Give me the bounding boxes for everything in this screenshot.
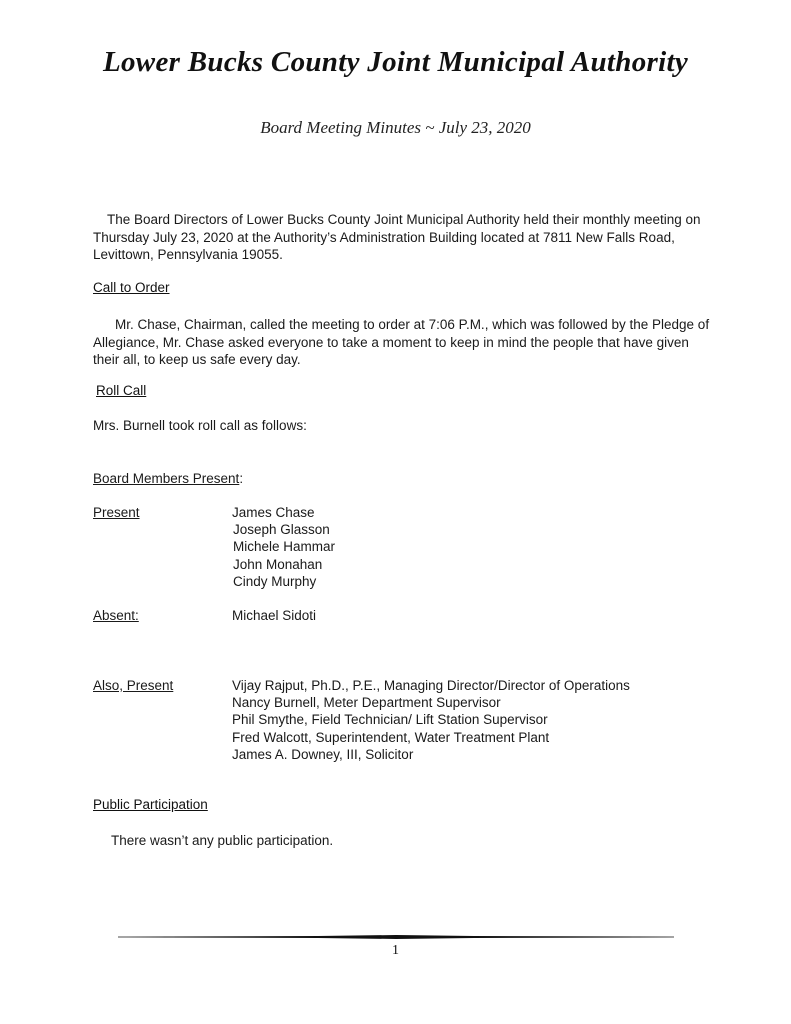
board-members-label: Board Members Present: [93, 471, 240, 486]
roll-call-heading: Roll Call: [96, 383, 147, 398]
list-item: Nancy Burnell, Meter Department Supervisor: [232, 695, 501, 711]
list-item: Joseph Glasson: [233, 522, 330, 538]
public-participation-text: There wasn’t any public participation.: [111, 833, 334, 848]
also-present-list: [232, 677, 630, 763]
present-list: [232, 504, 335, 590]
list-item: James Chase: [232, 505, 315, 520]
list-item: Vijay Rajput, Ph.D., P.E., Managing Director/Director of Operations: [232, 678, 630, 693]
intro-paragraph: The Board Directors of Lower Bucks County Joint Municipal Authority held their monthly meeting on Thursday July 23, 2020 at the Authority’s Administration Building located at 7811 New Falls Road, Levittown, Pennsylvania 19055.: [93, 212, 701, 262]
list-item: James A. Downey, III, Solicitor: [232, 746, 414, 762]
present-label: Present: [93, 505, 140, 520]
meeting-subtitle: Board Meeting Minutes ~ July 23, 2020: [260, 118, 531, 137]
page-number: 1: [392, 943, 399, 958]
list-item: Fred Walcott, Superintendent, Water Treatment Plant: [232, 729, 550, 745]
board-members-heading: [93, 470, 243, 487]
list-item: Phil Smythe, Field Technician/ Lift Station Supervisor: [232, 712, 548, 728]
absent-label: Absent:: [93, 608, 139, 623]
board-members-colon: :: [239, 471, 244, 486]
public-participation-heading: Public Participation: [93, 797, 208, 812]
list-item: John Monahan: [233, 556, 323, 572]
call-to-order-heading: Call to Order: [93, 280, 170, 295]
absent-list: [232, 607, 316, 624]
list-item: Michele Hammar: [233, 539, 336, 555]
organization-title: Lower Bucks County Joint Municipal Authority: [102, 46, 688, 78]
roll-call-text: Mrs. Burnell took roll call as follows:: [93, 418, 307, 433]
list-item: Michael Sidoti: [232, 608, 317, 623]
list-item: Cindy Murphy: [233, 573, 317, 589]
call-to-order-paragraph: Mr. Chase, Chairman, called the meeting to order at 7:06 P.M., which was followed by the Pledge of Allegiance, Mr. Chase asked everyone to take a moment to keep in mind the people that have given their all, to keep us safe every day.: [93, 317, 710, 367]
footer-divider: [118, 935, 674, 939]
also-present-label: Also, Present: [93, 678, 174, 693]
